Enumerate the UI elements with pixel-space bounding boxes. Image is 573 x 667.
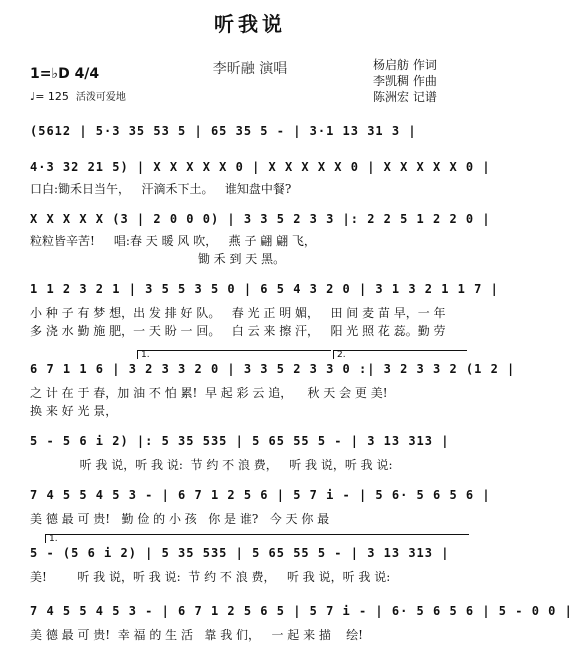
second-ending-bracket: 2. bbox=[333, 350, 467, 359]
lyric-line: 小 种 子 有 梦 想，出 发 排 好 队。 春 光 正 明 媚， 田 间 麦 苗 早，一 年 bbox=[30, 306, 446, 320]
singer-credit: 李昕融 演唱 bbox=[212, 61, 288, 77]
score-line-5: 6 7 1 1 6 | 3 2 3 3 2 0 | 3 3 5 2 3 3 0 :| 3 2 3 3 2 (1 2 | bbox=[30, 362, 516, 376]
lyric-line: 听 我 说，听 我 说: 节 约 不 浪 费， 听 我 说，听 我 说: bbox=[30, 458, 393, 472]
lyric-line: 口白:锄禾日当午， 汗滴禾下土。 谁知盘中餐? bbox=[30, 182, 292, 196]
composer-credit: 李凯稠 作曲 bbox=[373, 74, 437, 88]
lyric-line: 粒粒皆辛苦! 唱:春 天 暖 风 吹， 燕 子 翩 翩 飞， bbox=[30, 234, 316, 248]
lyric-line: 换 来 好 光 景， bbox=[30, 404, 118, 418]
first-ending-bracket: 1. bbox=[137, 350, 331, 359]
lyric-line: 多 浇 水 勤 施 肥，一 天 盼 一 回。 白 云 来 擦 汗， 阳 光 照 花 蕊。勤 劳 bbox=[30, 324, 446, 338]
key-signature: 1=♭D 4/4 bbox=[30, 66, 100, 82]
transcriber-credit: 陈洲宏 记谱 bbox=[373, 90, 437, 104]
score-line-4: 1 1 2 3 2 1 | 3 5 5 3 5 0 | 6 5 4 3 2 0 | 3 1 3 2 1 1 7 | bbox=[30, 282, 499, 296]
song-title: 听我说 bbox=[214, 12, 286, 36]
first-ending-bracket: 1. bbox=[45, 534, 469, 543]
lyric-line: 锄 禾 到 天 黑。 bbox=[30, 252, 286, 266]
score-line-2: 4·3 32 21 5) | X X X X X 0 | X X X X X 0 | X X X X X 0 | bbox=[30, 160, 491, 174]
lyricist-credit: 杨启舫 作词 bbox=[373, 58, 437, 72]
lyric-line: 美 德 最 可 贵! 幸 福 的 生 活 靠 我 们， 一 起 来 描 绘! bbox=[30, 628, 364, 642]
score-line-7: 7 4 5 5 4 5 3 - | 6 7 1 2 5 6 | 5 7 i - | 5 6· 5 6 5 6 | bbox=[30, 488, 491, 502]
lyric-line: 美! 听 我 说，听 我 说: 节 约 不 浪 费， 听 我 说，听 我 说: bbox=[30, 570, 391, 584]
score-line-9: 7 4 5 5 4 5 3 - | 6 7 1 2 5 6 5 | 5 7 i - | 6· 5 6 5 6 | 5 - 0 0 | bbox=[30, 604, 573, 618]
lyric-line: 美 德 最 可 贵! 勤 俭 的 小 孩 你 是 谁? 今 天 你 最 bbox=[30, 512, 330, 526]
lyric-line: 之 计 在 于 春，加 油 不 怕 累! 早 起 彩 云 追， 秋 天 会 更 美! bbox=[30, 386, 388, 400]
style-marking: 活泼可爱地 bbox=[75, 92, 126, 103]
score-line-1: (5612 | 5·3 35 53 5 | 65 35 5 - | 3·1 13 31 3 | bbox=[30, 124, 417, 138]
tempo-marking bbox=[30, 88, 126, 103]
tempo-value: ♩= 125 bbox=[30, 90, 69, 103]
score-line-8: 5 - (5 6 i 2) | 5 35 535 | 5 65 55 5 - | 3 13 313 | bbox=[30, 546, 450, 560]
score-line-3: X X X X X (3 | 2 0 0 0) | 3 3 5 2 3 3 |: 2 2 5 1 2 2 0 | bbox=[30, 212, 491, 226]
score-line-6: 5 - 5 6 i 2) |: 5 35 535 | 5 65 55 5 - | 3 13 313 | bbox=[30, 434, 450, 448]
